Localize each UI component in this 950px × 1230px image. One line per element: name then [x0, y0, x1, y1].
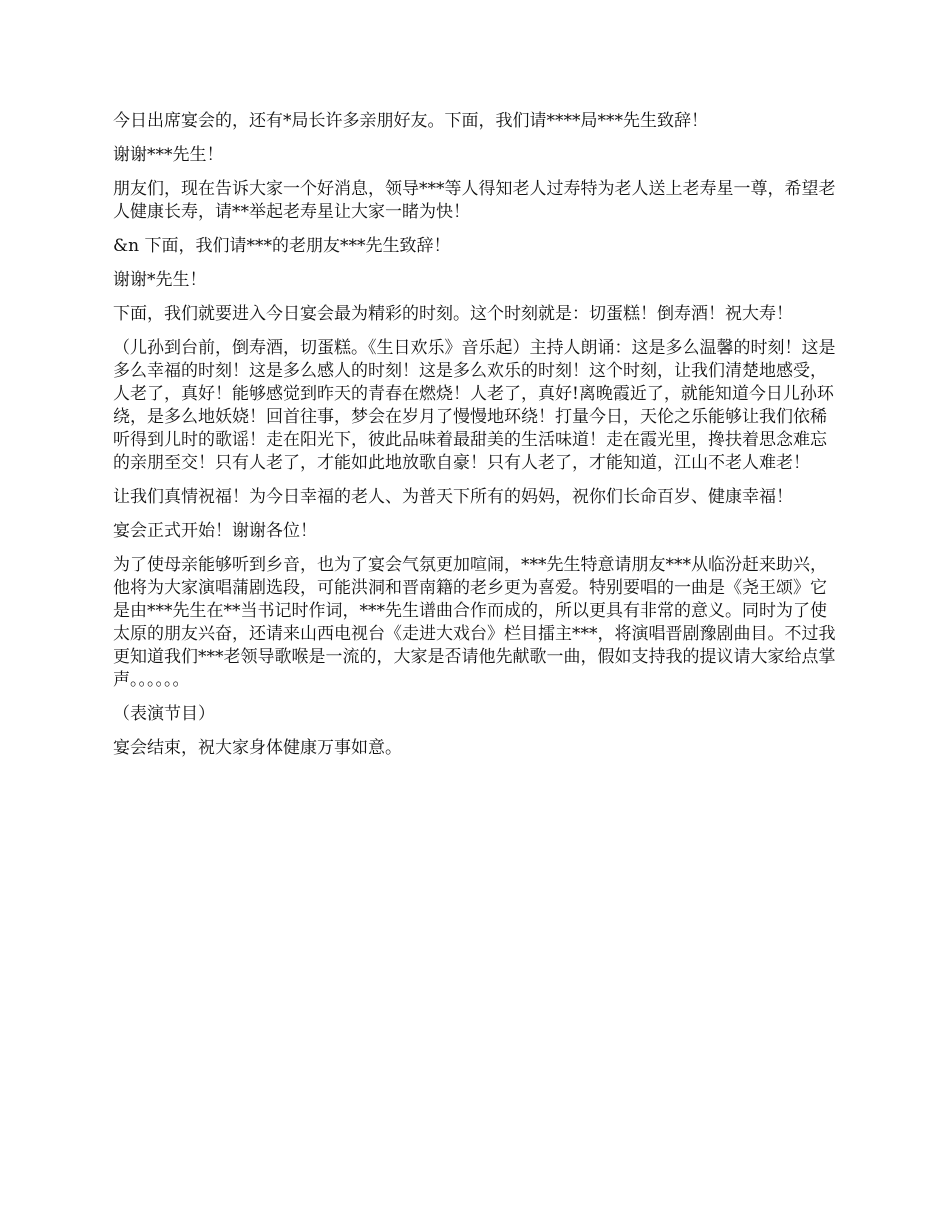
paragraph-thanks-1: 谢谢***先生！: [113, 145, 224, 165]
paragraph-blessing: 让我们真情祝福！为今日幸福的老人、为普天下所有的妈妈，祝你们长命百岁、健康幸福！: [113, 487, 793, 507]
paragraph-closing: 宴会结束，祝大家身体健康万事如意。: [113, 738, 402, 758]
paragraph-thanks-2: 谢谢*先生！: [113, 270, 207, 290]
paragraph-performance-intro: 为了使母亲能够听到乡音，也为了宴会气氛更加喧闹，***先生特意请朋友***从临汾赶来助兴，他将为大家演唱蒲剧选段，可能洪洞和晋南籍的老乡更为喜爱。特别要唱的一曲是《尧王颂》它是由***先生在**当书记时作词，***先生谱曲合作而成的，所以更具有非常的意义。同时为了使太原的朋友兴奋，还请来山西电视台《走进大戏台》栏目擂主***，将演唱晋剧豫剧曲目。不过我更知道我们***老领导歌喉是一流的，大家是否请他先献歌一曲，假如支持我的提议请大家给点掌声。。。。。。: [113, 555, 836, 690]
paragraph-recitation: （儿孙到台前，倒寿酒，切蛋糕。《生日欢乐》音乐起）主持人朗诵：这是多么温馨的时刻！这是多么幸福的时刻！这是多么感人的时刻！这是多么欢乐的时刻！这个时刻，让我们清楚地感受，人老了，真好！能够感觉到昨天的青春在燃烧！人老了，真好!离晚霞近了，就能知道今日儿孙环绕，是多么地妖娆！回首往事，梦会在岁月了慢慢地环绕！打量今日，天伦之乐能够让我们依稀听得到儿时的歌谣！走在阳光下，彼此品味着最甜美的生活味道！走在霞光里，搀扶着思念难忘的亲朋至交！只有人老了，才能如此地放歌自豪！只有人老了，才能知道，江山不老人难老！: [113, 338, 836, 473]
paragraph-friend-speech: &n 下面，我们请***的老朋友***先生致辞！: [113, 236, 451, 256]
document-body: [113, 110, 837, 771]
paragraph-good-news: 朋友们，现在告诉大家一个好消息，领导***等人得知老人过寿特为老人送上老寿星一尊，希望老人健康长寿，请**举起老寿星让大家一睹为快！: [113, 179, 836, 222]
paragraph-banquet-start: 宴会正式开始！谢谢各位！: [113, 521, 317, 541]
paragraph-highlight: 下面，我们就要进入今日宴会最为精彩的时刻。这个时刻就是：切蛋糕！倒寿酒！祝大寿！: [113, 304, 793, 324]
paragraph-host-intro: 今日出席宴会的，还有*局长许多亲朋好友。下面，我们请****局***先生致辞！: [113, 111, 708, 131]
paragraph-performance: （表演节目）: [113, 704, 215, 724]
